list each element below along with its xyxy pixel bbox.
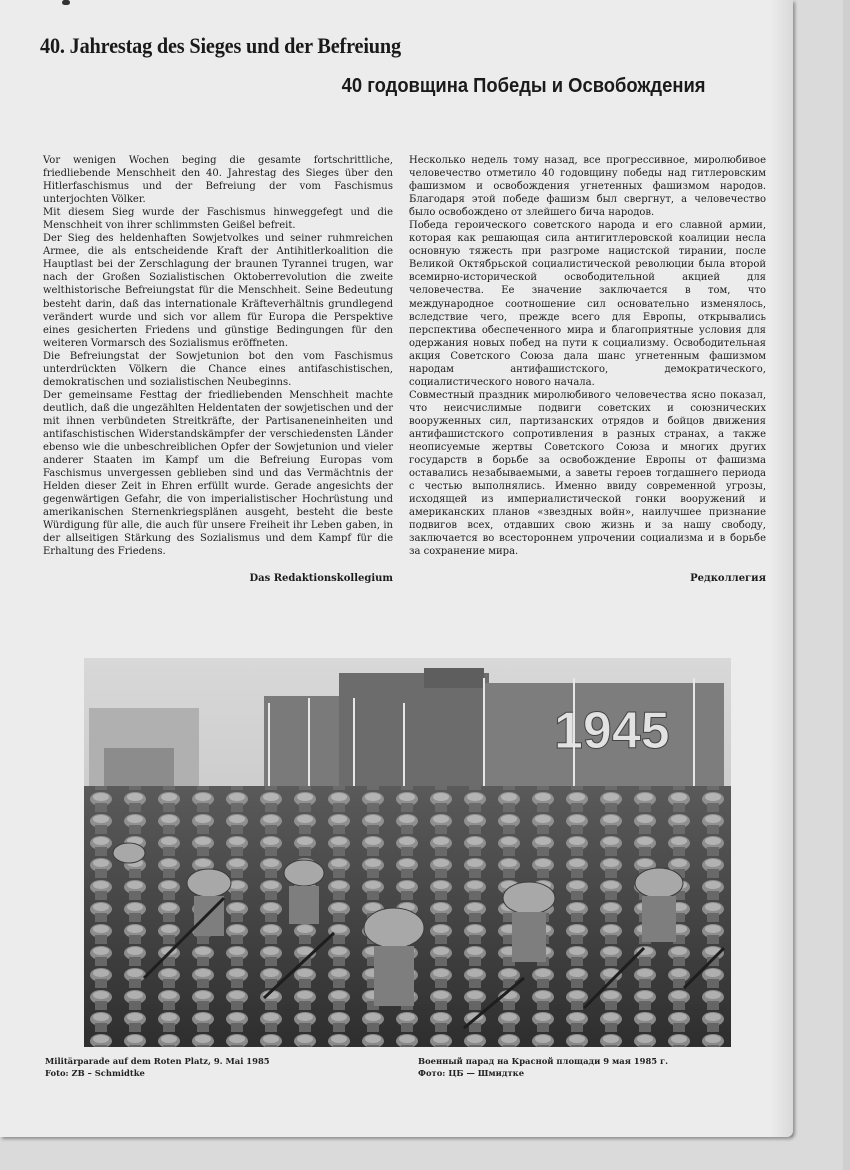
- caption-credit: Фото: ЦБ — Шмидтке: [418, 1067, 525, 1078]
- paragraph: Der Sieg des heldenhaften Sowjetvolkes und seiner ruhmreichen Armee, die als entscheidende Kraft der Antihitlerkoalition die Hauptlast bei der Zerschlagung der braunen Tyrannei trugen, war nach der Großen Sozialistischen Oktoberrevolution die zweite welthistorische Befreiungstat für die Menschheit. Seine Bedeutung besteht darin, daß das internationale Kräfteverhältnis grundlegend verändert wurde und sich vor allem für Europa die Perspektive eines gesicherten Friedens und günstige Bedingungen für den weiteren Vormarsch des Sozialismus eröffneten.: [43, 233, 393, 349]
- scanner-edge: [843, 0, 850, 1170]
- caption-title: Militärparade auf dem Roten Platz, 9. Mai 1985: [45, 1056, 270, 1066]
- page-title-german: 40. Jahrestag des Sieges und der Befreiung: [40, 33, 401, 58]
- page-title-russian: 40 годовщина Победы и Освобождения: [341, 75, 705, 97]
- paragraph: Die Befreiungstat der Sowjetunion bot den vom Faschismus unterdrückten Völkern die Chance eines antifaschistischen, demokratischen und sozialistischen Neubeginns.: [43, 350, 393, 388]
- signature: Das Redaktionskollegium: [249, 573, 393, 585]
- paragraph: Vor wenigen Wochen beging die gesamte fortschrittliche, friedliebende Menschheit den 40. Jahrestag des Sieges über den Hitlerfaschismus und der Befreiung der vom Faschismus unterjochten Völker.: [43, 155, 393, 206]
- paragraph: Mit diesem Sieg wurde der Faschismus hinweggefegt und die Menschheit von ihrer schlimmsten Geißel befreit.: [43, 207, 393, 232]
- article-column-russian: [409, 154, 766, 586]
- paragraph: Победа героического советского народа и его славной армии, которая как решающая сила антигитлеровской коалиции несла основную тяжесть при разгроме нацистской тирании, после Великой Октябрьской социалистической революции была второй всемирно-исторической освободительной акцией для человечества. Ее значение заключается в том, что международное соотношение сил основательно изменялось, вследствие чего, прежде всего для Европы, открывались перспектива обеспеченного мира и благоприятные условия для одержания новых побед на пути к социализму. Освободительная акция Советского Союза дала шанс угнетенным фашизмом народам антифашистского, демократического, социалистического нового начала.: [409, 220, 766, 388]
- page-edge-shadow: [770, 0, 793, 1137]
- paragraph: Совместный праздник миролюбивого человечества ясно показал, что неисчислимые подвиги советских и союзнических вооруженных сил, партизанских отрядов и бойцов движения антифашистского сопротивления в разных странах, а также неописуемые жертвы Советского Союза и многих других государств в борьбе за освобождение Европы от фашизма оставались незабываемыми, а заветы героев тогдашнего периода с честью выполнялись. Именно ввиду современной угрозы, исходящей из империалистической гонки вооружений и американских планов «звездных войн», наилучшее признание подвигов всех, отдавших свою жизнь и за нашу свободу, заключается во всестороннем упрочении социализма и в борьбе за сохранение мира.: [409, 389, 766, 558]
- photo-caption-german: [45, 1056, 270, 1079]
- signature: Редколлегия: [690, 573, 766, 585]
- svg-text:1945: 1945: [554, 702, 670, 760]
- photo-caption-russian: [418, 1056, 668, 1079]
- paragraph: Несколько недель тому назад, все прогрессивное, миролюбивое человечество отметило 40 годовщину победы над гитлеровским фашизмом и освобождения угнетенных фашизмом народов. Благодаря этой победе фашизм был свергнут, а человечество было освобождено от злейшего бича народов.: [409, 155, 766, 219]
- paragraph: Der gemeinsame Festtag der friedliebenden Menschheit machte deutlich, daß die ungezählten Heldentaten der sowjetischen und der mit ihnen verbündeten Streitkräfte, der Partisaneneinheiten und antifaschistischen Widerstandskämpfer der verschiedensten Länder ebenso wie die unbeschreiblichen Opfer der Sowjetunion und vieler anderer Staaten im Kampf um die Befreiung Europas vom Faschismus unvergessen geblieben sind und das Vermächtnis der Helden dieser Zeit in Ehren erfüllt wurde. Gerade angesichts der gegenwärtigen Gefahr, die von imperialistischer Hochrüstung und amerikanischen Sternenkriegsplänen ausgeht, besteht die beste Würdigung für alle, die auch für unsere Freiheit ihr Leben gaben, in der allseitigen Stärkung des Sozialismus und dem Kampf für die Erhaltung des Friedens.: [43, 389, 393, 558]
- caption-credit: Foto: ZB – Schmidtke: [45, 1067, 145, 1078]
- article-column-german: [43, 154, 393, 586]
- parade-photo: [84, 658, 731, 1047]
- caption-title: Военный парад на Красной площади 9 мая 1985 г.: [418, 1056, 669, 1066]
- scan-speck: [62, 0, 70, 5]
